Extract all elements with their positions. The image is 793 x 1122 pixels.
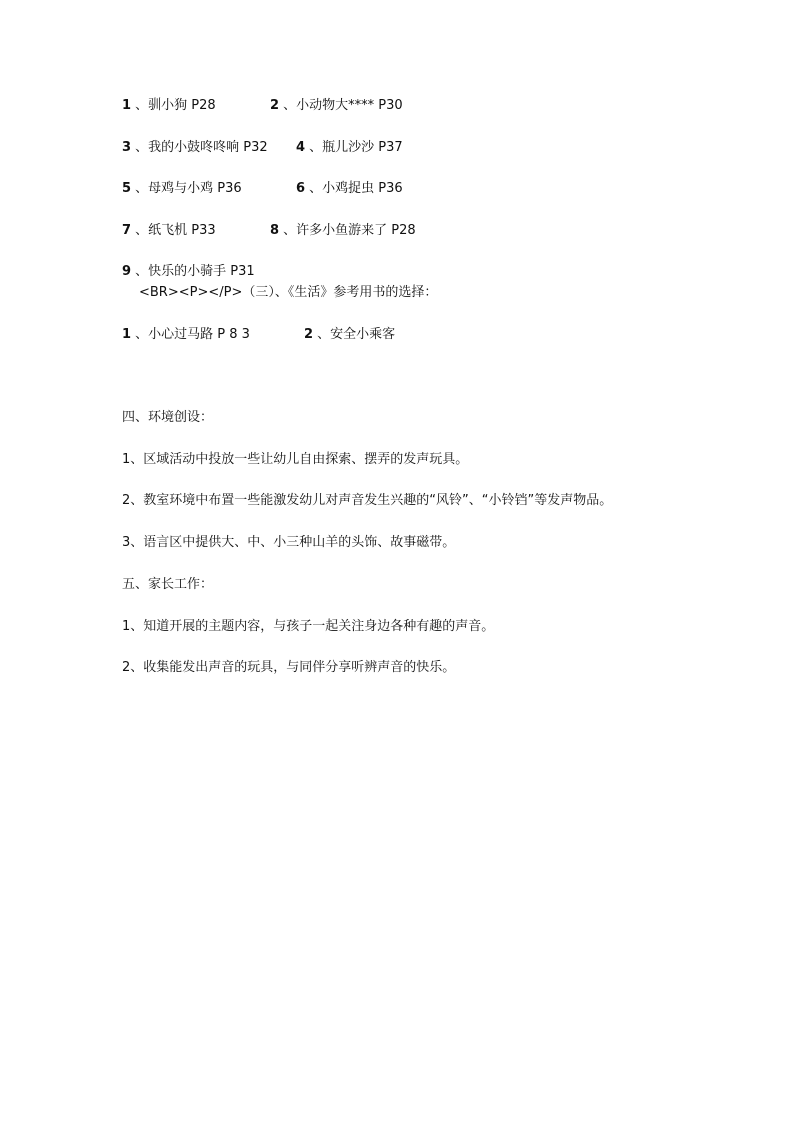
- book-item-7: [122, 223, 216, 239]
- item-number: 8: [270, 223, 280, 238]
- section-4-item-2: 2、教室环境中布置一些能激发幼儿对声音发生兴趣的“风铃”、“小铃铛”等发声物品。: [122, 493, 613, 508]
- book-item-8: [270, 223, 416, 239]
- item-number: 1: [122, 327, 132, 342]
- book-item-2: [270, 98, 403, 114]
- item-text: 、快乐的小骑手 P31: [131, 264, 255, 279]
- item-text: 、纸飞机 P33: [131, 223, 216, 238]
- item-number: 2: [270, 98, 280, 113]
- section-5-item-2: 2、收集能发出声音的玩具，与同伴分享听辨声音的快乐。: [122, 660, 456, 675]
- item-number: 6: [296, 181, 306, 196]
- item-number: 9: [122, 264, 132, 279]
- item-number: 7: [122, 223, 132, 238]
- life-book-item-2: [304, 327, 395, 343]
- item-text: 、瓶儿沙沙 P37: [305, 140, 403, 155]
- item-number: 3: [122, 140, 132, 155]
- book-item-1: [122, 98, 216, 114]
- section-4-item-3: 3、语言区中提供大、中、小三种山羊的头饰、故事磁带。: [122, 535, 456, 550]
- book-item-4: [296, 140, 403, 156]
- life-book-item-1: [122, 327, 250, 343]
- item-text: 、我的小鼓咚咚响 P32: [131, 140, 268, 155]
- item-number: 5: [122, 181, 132, 196]
- life-books-heading: <BR><P></P>（三）、《生活》参考用书的选择：: [139, 285, 438, 300]
- item-number: 2: [304, 327, 314, 342]
- book-item-5: [122, 181, 242, 197]
- section-4-item-1: 1、区域活动中投放一些让幼儿自由探索、摆弄的发声玩具。: [122, 452, 469, 467]
- item-text: 、驯小狗 P28: [131, 98, 216, 113]
- item-number: 4: [296, 140, 306, 155]
- section-5-item-1: 1、知道开展的主题内容，与孩子一起关注身边各种有趣的声音。: [122, 619, 495, 634]
- item-number: 1: [122, 98, 132, 113]
- item-text: 、许多小鱼游来了 P28: [279, 223, 416, 238]
- item-text: 、母鸡与小鸡 P36: [131, 181, 242, 196]
- item-text: 、小鸡捉虫 P36: [305, 181, 403, 196]
- item-text: 、小心过马路 P 8 3: [131, 327, 250, 342]
- item-text: 、安全小乘客: [313, 327, 396, 342]
- book-item-6: [296, 181, 403, 197]
- book-item-9: [122, 264, 255, 280]
- section-5-heading: 五、家长工作：: [122, 577, 214, 592]
- book-item-3: [122, 140, 268, 156]
- section-4-heading: 四、环境创设：: [122, 410, 214, 425]
- item-text: 、小动物大**** P30: [279, 98, 403, 113]
